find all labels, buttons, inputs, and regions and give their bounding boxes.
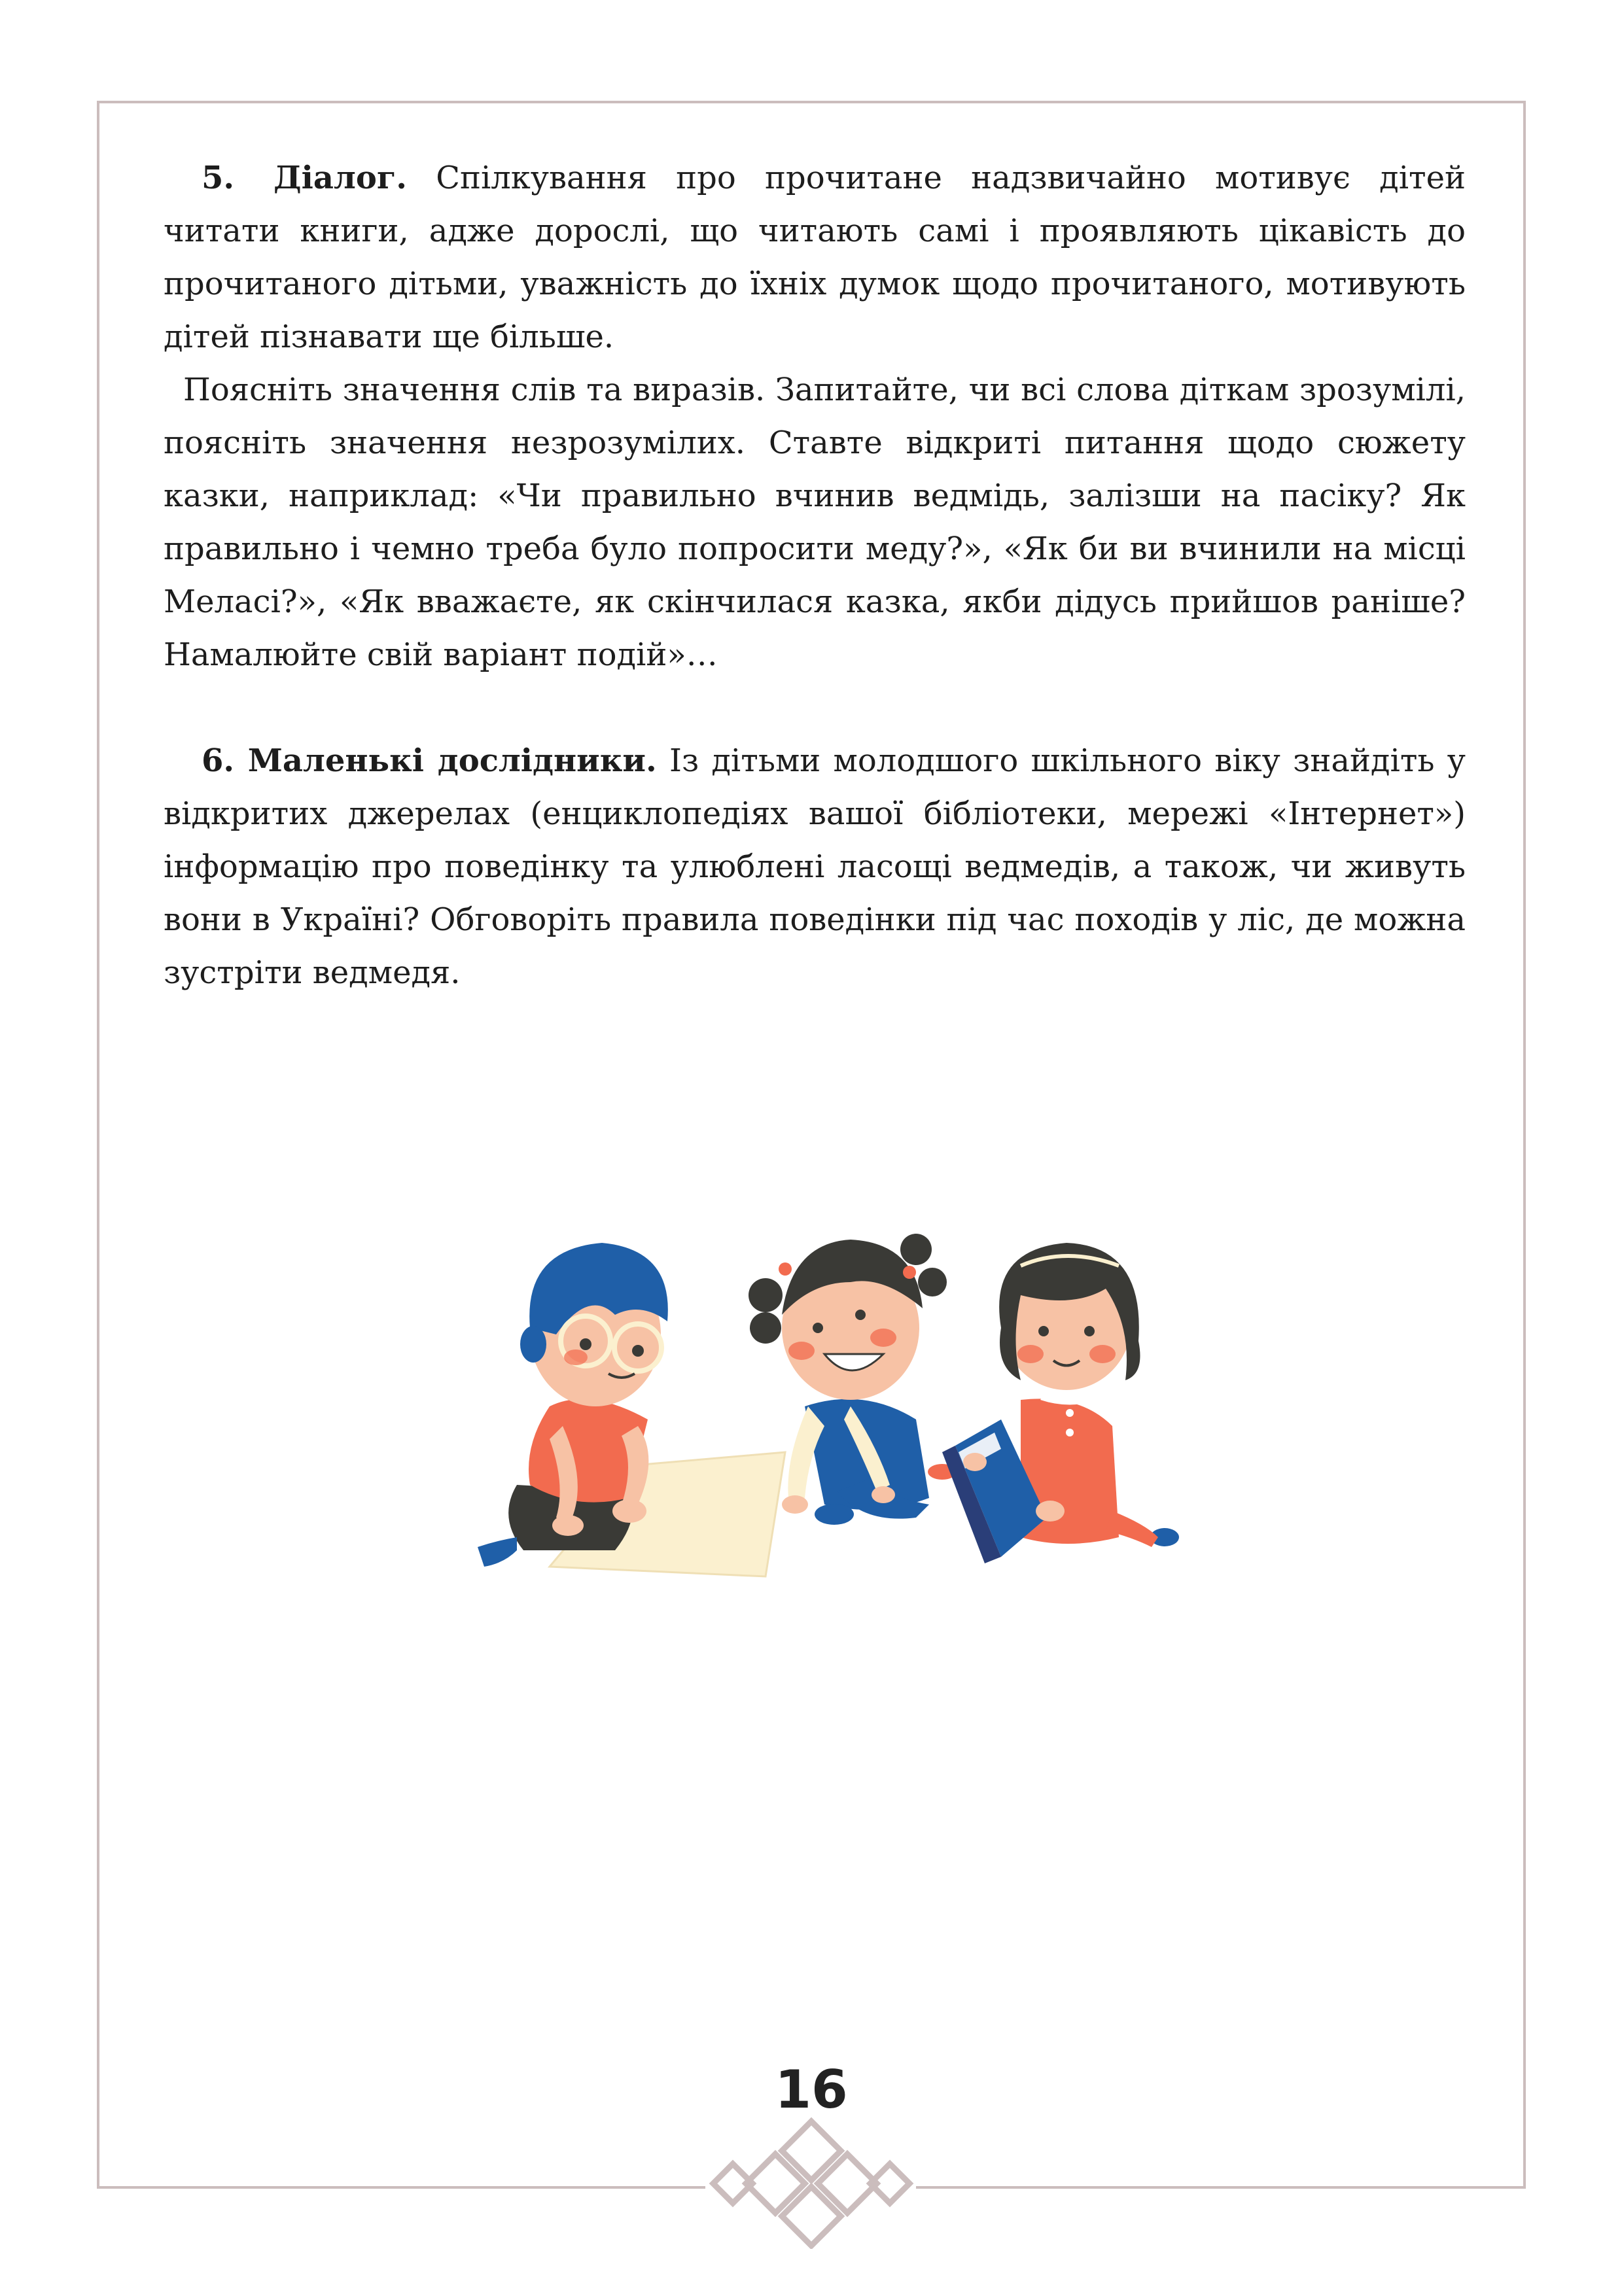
diamond-ornament-icon — [707, 2112, 916, 2249]
children-reading-illustration — [458, 1210, 1184, 1590]
section-6-text: Із дітьми молодшого шкільного віку знайдіть у відкритих джерелах (енциклопедіях вашої бібліотеки, мережі «Інтернет») інформацію про поведінку та улюблені ласощі ведмедів, а також, чи живуть вони в Україні? Обговоріть правила поведінки під час походів у ліс, де можна зустріти ведмедя. — [164, 742, 1466, 991]
section-5-number: 5. — [202, 160, 235, 196]
page-number: 16 — [775, 2059, 848, 2120]
page-content — [164, 152, 1466, 1000]
page-frame-bottom-left — [97, 2186, 705, 2189]
page-frame-right — [1523, 101, 1526, 2187]
paragraph-spacer — [164, 682, 1466, 735]
section-5-title: Діалог. — [273, 160, 407, 196]
section-6-paragraph — [164, 735, 1466, 1000]
section-5-text: Спілкування про прочитане надзвичайно мотивує дітей читати книги, адже дорослі, що читають самі і проявляють цікавість до прочитаного дітьми, уважність до їхніх думок щодо прочитаного, мотивують дітей пізнавати ще більше. — [164, 160, 1466, 355]
page-frame-bottom-right — [916, 2186, 1526, 2189]
section-5-heading-paragraph — [164, 152, 1466, 364]
page-frame-left — [97, 101, 99, 2187]
section-6-title: 6. Маленькі дослідники. — [202, 742, 657, 779]
page-frame-top — [97, 101, 1526, 103]
boy-figure — [478, 1243, 668, 1567]
section-5-paragraph-2: Поясніть значення слів та виразів. Запитайте, чи всі слова діткам зрозумілі, поясніть значення незрозумілих. Ставте відкриті питання щодо сюжету казки, наприклад: «Чи правильно вчинив ведмідь, залізши на пасіку? Як правильно і чемно треба було попросити меду?», «Як би ви вчинили на місці Меласі?», «Як вважаєте, як скінчилася казка, якби дідусь прийшов раніше? Намалюйте свій варіант подій»… — [164, 372, 1466, 673]
right-girl-figure — [942, 1243, 1179, 1563]
